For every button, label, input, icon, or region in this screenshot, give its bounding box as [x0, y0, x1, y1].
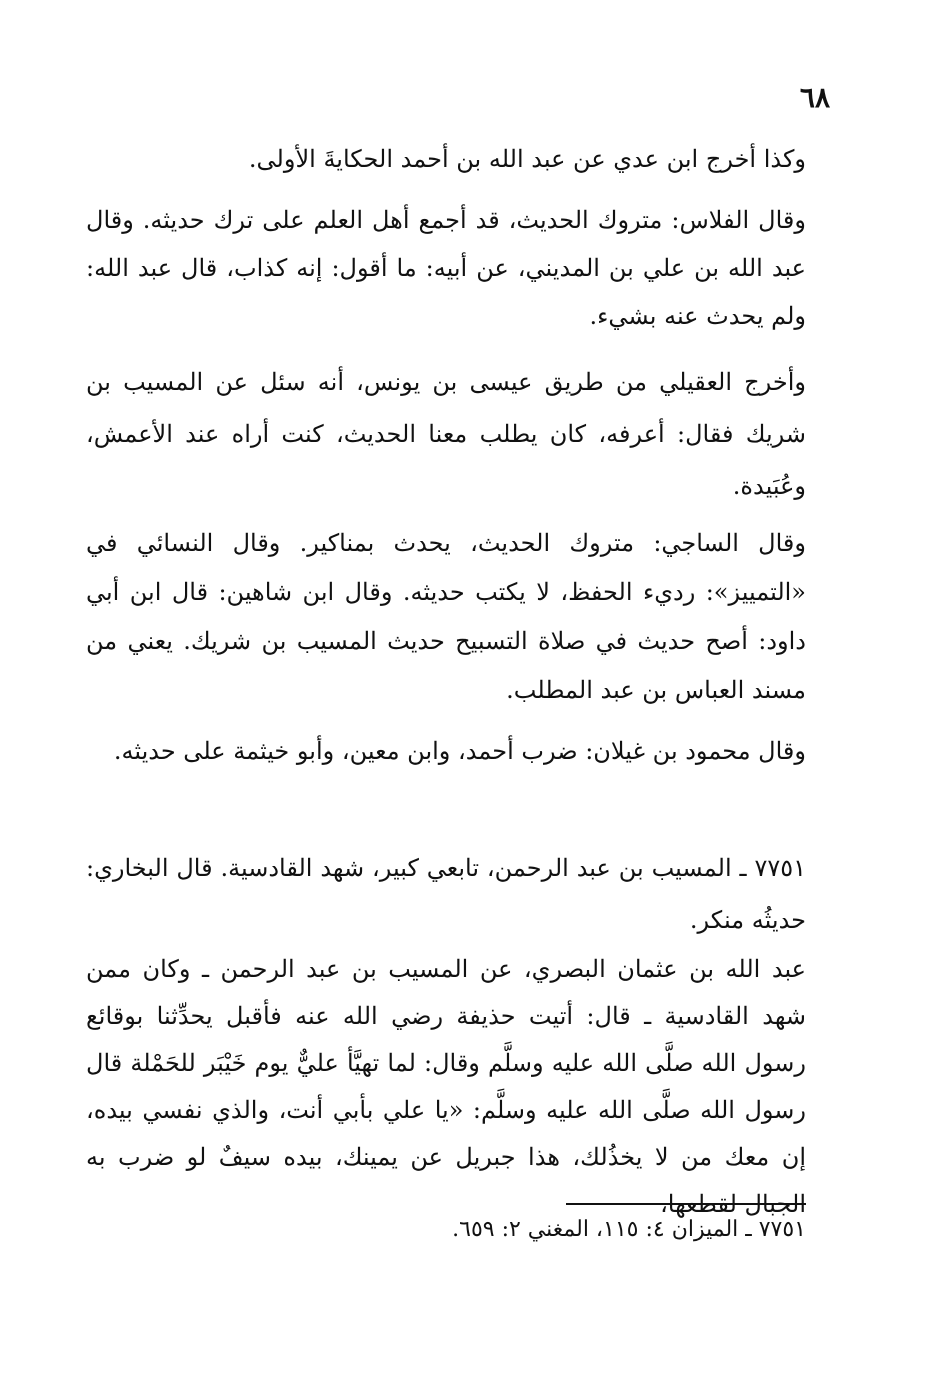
paragraph-3 — [86, 356, 806, 512]
footnote-divider — [566, 1203, 806, 1205]
footnote: ٧٧٥١ ـ الميزان ٤: ١١٥، المغني ٢: ٦٥٩. — [452, 1217, 806, 1242]
paragraph-text: وقال الساجي: متروك الحديث، يحدث بمناكير. وقال النسائي في «التمييز»: رديء الحفظ، لا يكتب حديثه. وقال ابن شاهين: قال ابن أبي داود: أصح حديث في صلاة التسبيح حديث المسيب بن شريك. يعني من مسند العباس بن عبد المطلب. — [86, 529, 806, 704]
paragraph-1 — [86, 136, 806, 182]
page-number: ٦٨ — [799, 81, 830, 114]
paragraph-text: عبد الله بن عثمان البصري، عن المسيب بن عبد الرحمن ـ وكان ممن شهد القادسية ـ قال: أتيت حذيفة رضي الله عنه فأقبل يحدِّثنا بوقائع رسول الله صلَّى الله عليه وسلَّم وقال: لما تهيَّأ عليٌّ يوم خَيْبَر للحَمْلة قال رسول الله صلَّى الله عليه وسلَّم: «يا علي بأبي أنت، والذي نفسي بيده، إن معك من لا يخذُلك، هذا جبريل عن يمينك، بيده سيفٌ لو ضرب به الجبال لقطعها، — [86, 955, 806, 1218]
paragraph-2 — [86, 196, 806, 340]
paragraph-text: وكذا أخرج ابن عدي عن عبد الله بن أحمد الحكايةَ الأولى. — [248, 145, 806, 173]
paragraph-7 — [86, 946, 806, 1228]
paragraph-text: ٧٧٥١ ـ المسيب بن عبد الرحمن، تابعي كبير، شهد القادسية. قال البخاري: حديثُه منكر. — [86, 854, 806, 934]
paragraph-text: وقال محمود بن غيلان: ضرب أحمد، وابن معين، وأبو خيثمة على حديثه. — [113, 737, 806, 765]
paragraph-5 — [86, 726, 806, 776]
entry-7751-heading — [86, 842, 806, 946]
paragraph-text: وأخرج العقيلي من طريق عيسى بن يونس، أنه سئل عن المسيب بن شريك فقال: أعرفه، كان يطلب معنا الحديث، كنت أراه عند الأعمش، وعُبَيدة. — [86, 368, 806, 500]
paragraph-text: وقال الفلاس: متروك الحديث، قد أجمع أهل العلم على ترك حديثه. وقال عبد الله بن علي بن المديني، عن أبيه: ما أقول: إنه كذاب، قال عبد الله: ولم يحدث عنه بشيء. — [86, 206, 807, 330]
paragraph-4 — [86, 519, 806, 715]
